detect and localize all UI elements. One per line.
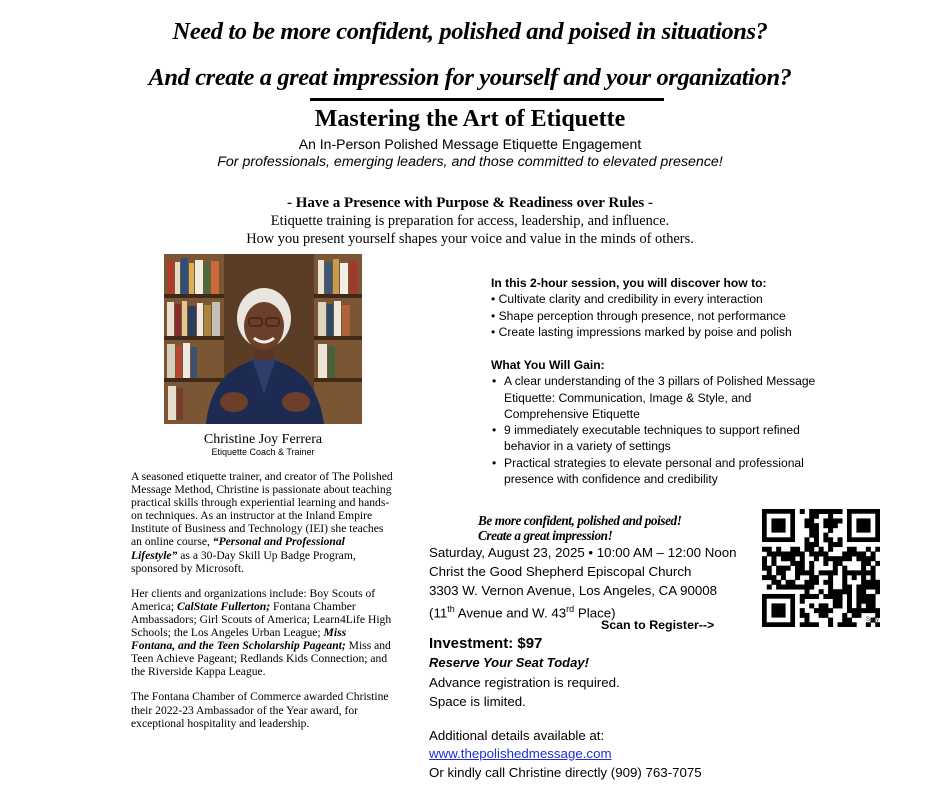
list-item-text: Create lasting impressions marked by poise and polish: [498, 324, 792, 339]
list-item: • Cultivate clarity and credibility in every interaction: [491, 292, 763, 307]
presenter-name: Christine Joy Ferrera: [203, 432, 323, 447]
course-title: “Personal and Professional Lifestyle”: [131, 535, 345, 562]
ordinal-suffix: th: [447, 604, 455, 614]
session-list: [491, 291, 821, 340]
list-item-text: A clear understanding of the 3 pillars of Polished Message Etiquette: Communication, Image & Style, and Comprehensive Etiquette: [504, 374, 816, 421]
contact-intro: Additional details available at:: [429, 728, 605, 743]
cross-street-text: Place): [574, 605, 616, 621]
cross-street-text: Avenue and W. 43: [454, 605, 567, 621]
qr-caption: Sally: [866, 617, 880, 623]
presenter-role: Etiquette Coach & Trainer: [211, 447, 315, 457]
reserve-seat: Reserve Your Seat Today!: [429, 655, 589, 670]
website-link[interactable]: www.thepolishedmessage.com: [429, 746, 612, 761]
list-item: [491, 422, 816, 455]
session-section: [491, 275, 821, 340]
registration-required: Advance registration is required.: [429, 675, 620, 690]
investment-price: Investment: $97: [429, 635, 543, 652]
tagline-line-2: How you present yourself shapes your voice and value in the minds of others.: [246, 231, 694, 247]
bio-paragraph-1: [131, 470, 393, 575]
headline-question-2: And create a great impression for yourself and your organization?: [148, 64, 792, 91]
bio-text: Fontana Chamber Ambassadors; Girl Scouts of America; Learn4Life High Schools; the Los Angeles Urban League;: [131, 599, 392, 640]
client-highlight: CalState Fullerton;: [177, 599, 271, 613]
session-heading: In this 2-hour session, you will discover how to:: [491, 276, 767, 290]
presenter-photo-illustration: [164, 254, 362, 424]
list-item-text: Cultivate clarity and credibility in every interaction: [498, 292, 763, 307]
cross-street-number: 11: [433, 605, 448, 621]
list-item-text: Shape perception through presence, not performance: [498, 308, 786, 323]
audience-line: For professionals, emerging leaders, and those committed to elevated presence!: [217, 154, 723, 170]
bio-text: Her clients and organizations include: Boy Scouts of America;: [131, 586, 376, 613]
title-divider: [310, 98, 664, 101]
client-highlight: Miss Fontana, and the Teen Scholarship Pageant;: [131, 626, 347, 653]
event-address: 3303 W. Vernon Avenue, Los Angeles, CA 90008: [429, 583, 718, 598]
scan-to-register: Scan to Register-->: [601, 618, 715, 632]
tagline-heading: - Have a Presence with Purpose & Readiness over Rules -: [286, 195, 654, 211]
contact-phone: Or kindly call Christine directly (909) 763-7075: [429, 765, 702, 780]
bullet-dot: •: [492, 374, 497, 389]
presenter-bio: [131, 470, 393, 742]
ordinal-suffix: rd: [566, 604, 575, 614]
bio-paragraph-3: The Fontana Chamber of Commerce awarded Christine their 2022-23 Ambassador of the Year award, for exceptional hospitality and leadership.: [131, 690, 389, 730]
list-item: • Create lasting impressions marked by poise and polish: [491, 324, 792, 339]
event-datetime: Saturday, August 23, 2025 • 10:00 AM – 12:00 Noon: [429, 545, 737, 560]
tagline-line-1: Etiquette training is preparation for access, leadership, and influence.: [270, 213, 670, 229]
event-slogan-2: Create a great impression!: [478, 528, 613, 543]
registration-qr-code[interactable]: [762, 509, 880, 627]
page-title: Mastering the Art of Etiquette: [314, 106, 626, 132]
gain-section: [491, 357, 816, 487]
list-item-text: 9 immediately executable techniques to support refined behavior in a variety of settings: [504, 423, 800, 454]
event-slogan-1: Be more confident, polished and poised!: [478, 513, 682, 528]
gain-heading: What You Will Gain:: [491, 358, 605, 372]
bullet-dot: •: [492, 423, 497, 438]
headline-question-1: Need to be more confident, polished and poised in situations?: [172, 18, 768, 45]
bullet-dot: •: [492, 455, 497, 470]
qr-code-graphic: [762, 509, 880, 627]
bio-paragraph-2: [131, 587, 393, 679]
event-venue: Christ the Good Shepherd Episcopal Church: [429, 564, 692, 579]
bio-text: A seasoned etiquette trainer, and creator of The Polished Message Method, Christine is passionate about teaching practical skills through experiential learning and hands-on techniques. As an instructor at the Inland Empire Institute of Business and Technology (IEI) she teaches an online course,: [131, 470, 393, 549]
presenter-photo: [164, 254, 362, 424]
list-item: • Shape perception through presence, not performance: [491, 308, 786, 323]
space-limited: Space is limited.: [429, 694, 526, 709]
event-cross-streets: (11th Avenue and W. 43rd Place): [429, 604, 616, 621]
bio-text: Miss and Teen Achieve Pageant; Redlands Kids Connection; and the Riverside Kappa League.: [131, 639, 391, 679]
list-item: [491, 455, 816, 488]
bio-text: as a 30-Day Skill Up Badge Program, sponsored by Microsoft.: [131, 548, 356, 575]
list-item: [491, 373, 816, 422]
gain-list: [491, 373, 816, 487]
page-subtitle: An In-Person Polished Message Etiquette Engagement: [298, 136, 642, 152]
list-item-text: Practical strategies to elevate personal and professional presence with confidence and credibility: [504, 455, 804, 487]
